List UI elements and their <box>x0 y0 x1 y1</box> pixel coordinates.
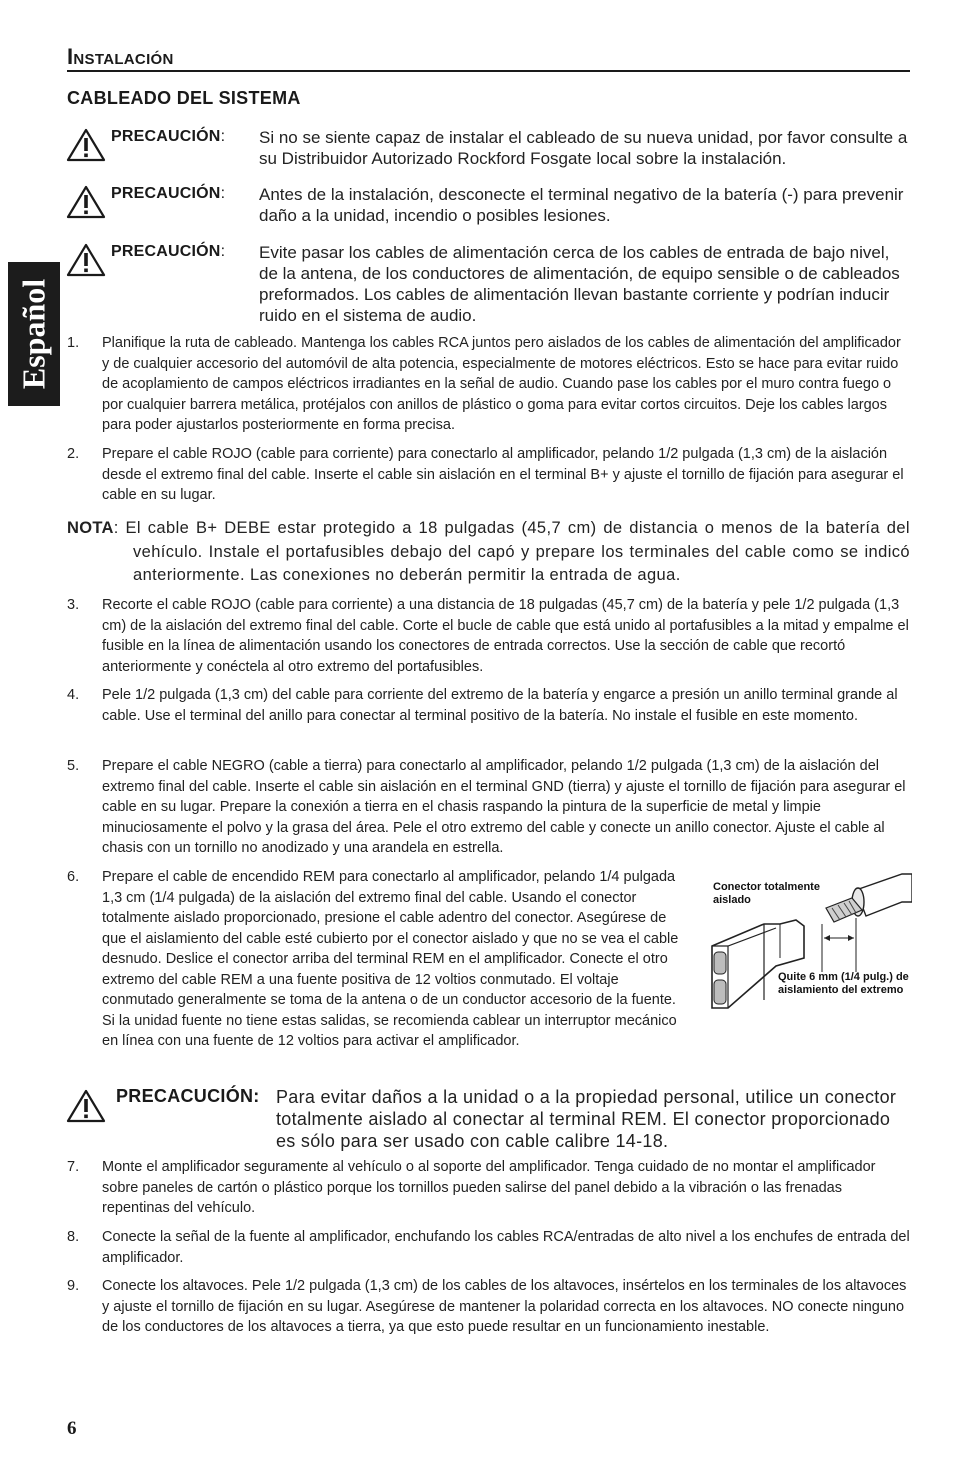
step-number: 5. <box>67 758 80 774</box>
header-rule <box>67 70 910 72</box>
note-paragraph <box>67 517 910 588</box>
step-text: Planifique la ruta de cableado. Mantenga los cables RCA juntos pero aislados de los cables de alimentación del amplificador y de cualquier accesorio del automóvil de alta potencia, especialmente de motores eléctricos. Esto se hace para evitar ruido de acoplamiento de campos eléctricos irradiantes en la señal de audio. Cuando pase los cables por el muro contra fuego o por cualquier barrera metálica, protéjalos con anillos de plástico o goma para evitar cortos circuitos. Deje los cables largos para poder ajustarlos posteriormente en forma precisa. <box>102 335 901 433</box>
caution-label-text: PRECAUCIÓN <box>111 128 221 145</box>
step-text: Prepare el cable NEGRO (cable a tierra) para conectarlo al amplificador, pelando 1/2 pulgada (1,3 cm) de la aislación del extremo final del cable. Inserte el cable sin aislación en el terminal GND (tierra) y ajuste el tornillo de fijación para asegurar el cable en su lugar. Prepare la conexión a tierra en el chasis raspando la pintura de la superficie de metal y limpie minuciosamente el polvo y la grasa del área. Pele el otro extremo del cable y conecte un anillo conector. Ajuste el cable al chasis con un tornillo no anodizado y una arandela en estrella. <box>102 758 906 856</box>
note-text: : El cable B+ DEBE estar protegido a 18 pulgadas (45,7 cm) de distancia o menos de la batería del vehículo. Instale el portafusibles debajo del capó y prepare los terminales del cable como se indicó anteriormente. Las conexiones no deberán permitir la entrada de agua. <box>113 519 910 584</box>
step-number: 8. <box>67 1229 80 1245</box>
step-number: 1. <box>67 335 80 351</box>
step-number: 9. <box>67 1278 80 1294</box>
step-text: Monte el amplificador seguramente al vehículo o al soporte del amplificador. Tenga cuidado de no montar el amplificador sobre paneles de cartón o plástico porque los tornillos pueden salirse del panel debido a la vibración o las frenadas repentinas del vehículo. <box>102 1159 876 1216</box>
caution-rem-label: PRECACUCIÓN: <box>116 1086 260 1106</box>
caution-text: Si no se siente capaz de instalar el cableado de su nueva unidad, por favor consulte a su Distribuidor Autorizado Rockford Fosgate local sobre la instalación. <box>259 128 908 168</box>
section-header-initial: I <box>67 44 74 69</box>
language-side-tab <box>8 262 60 406</box>
figure-label-connector: Conector totalmente aislado <box>713 881 820 906</box>
caution-colon: : <box>220 185 226 202</box>
caution-text: Antes de la instalación, desconecte el terminal negativo de la batería (-) para prevenir daño a la unidad, incendio o posibles lesiones. <box>259 185 904 225</box>
page-number: 6 <box>67 1418 77 1439</box>
caution-label <box>111 128 225 146</box>
step-text: Recorte el cable ROJO (cable para corriente) a una distancia de 18 pulgadas (45,7 cm) de la batería y pele 1/2 pulgada (1,3 cm) de la aislación del extremo final del cable. Corte el bucle de cable que está unido al portafusibles a la mitad y empalme el fusible en la línea de alimentación usando los conectores de entrada correctos. Use la sección de cable que recortó anteriormente y conéctela al otro extremo del portafusibles. <box>102 597 909 675</box>
warning-icon <box>66 1089 106 1128</box>
warning-icon <box>66 128 106 167</box>
step-number: 3. <box>67 597 80 613</box>
caution-text: Evite pasar los cables de alimentación cerca de los cables de entrada de bajo nivel, de la antena, de los conductores de alimentación, de equipo sensible o de cableados preformados. Los cables de alimentación llevan bastante corriente y podrían inducir ruido en el sistema de audio. <box>259 243 900 325</box>
figure-label-strip: Quite 6 mm (1/4 pulg.) de aislamiento del extremo <box>778 971 909 996</box>
step-number: 6. <box>67 869 80 885</box>
section-header <box>67 44 174 70</box>
caution-colon: : <box>220 128 226 145</box>
language-side-tab-label: Español <box>15 278 52 390</box>
step-text: Conecte los altavoces. Pele 1/2 pulgada (1,3 cm) de los cables de los altavoces, insértelos en los terminales de los altavoces y ajuste el tornillo de fijación en su lugar. Asegúrese de mantener la polaridad correcta en los altavoces. NO conecte ninguno de los conductores de los altavoces a tierra, ya que esto puede resultar en un funcionamiento inestable. <box>102 1278 907 1335</box>
caution-label <box>111 185 225 203</box>
step-text: Prepare el cable ROJO (cable para corriente) para conectarlo al amplificador, pelando 1/2 pulgada (1,3 cm) de la aislación desde el extremo final del cable. Inserte el cable sin aislación en el terminal B+ y ajuste el tornillo de fijación para asegurar el cable en su lugar. <box>102 446 904 503</box>
step-text: Conecte la señal de la fuente al amplificador, enchufando los cables RCA/entradas de alto nivel a los enchufes de entrada del amplificador. <box>102 1229 910 1266</box>
caution-label-text: PRECAUCIÓN <box>111 185 221 202</box>
step-text: Pele 1/2 pulgada (1,3 cm) del cable para corriente del extremo de la batería y engarce a presión un anillo terminal grande al cable. Use el terminal del anillo para conectar al terminal positivo de la batería. No instale el fusible en este momento. <box>102 687 898 724</box>
caution-rem-text: Para evitar daños a la unidad o a la propiedad personal, utilice un conector totalmente aislado al conectar al terminal REM. El conector proporcionado es sólo para ser usado con cable calibre 14-18. <box>276 1087 897 1151</box>
caution-label-text: PRECAUCIÓN <box>111 243 221 260</box>
step-number: 2. <box>67 446 80 462</box>
subsection-title: CABLEADO DEL SISTEMA <box>67 88 301 108</box>
section-header-rest: NSTALACIÓN <box>73 51 174 68</box>
warning-icon <box>66 243 106 282</box>
note-label: NOTA <box>67 519 114 537</box>
step-number: 4. <box>67 687 80 703</box>
caution-label <box>111 243 225 261</box>
step-number: 7. <box>67 1159 80 1175</box>
caution-colon: : <box>220 243 226 260</box>
warning-icon <box>66 185 106 224</box>
step-text: Prepare el cable de encendido REM para conectarlo al amplificador, pelando 1/4 pulgada 1,3 cm (1/4 pulgada) de la aislación del extremo final del cable. Usando el conector totalmente aislado proporcionado, presione el cable adentro del conector. Asegúrese de que el aislamiento del cable esté cubierto por el conector aislado y que no se vea el cable desnudo. Deslice el conector arriba del terminal REM en el amplificador. Conecte el otro extremo del cable REM a una fuente positiva de 12 voltios conmutado. El voltaje conmutado generalmente se toma de la antena o de un conductor accesorio de la fuente. Si la unidad fuente no tiene estas salidas, se recomienda cablear un interruptor mecánico en línea con una fuente de 12 voltios para activar el amplificador. <box>102 869 679 1049</box>
